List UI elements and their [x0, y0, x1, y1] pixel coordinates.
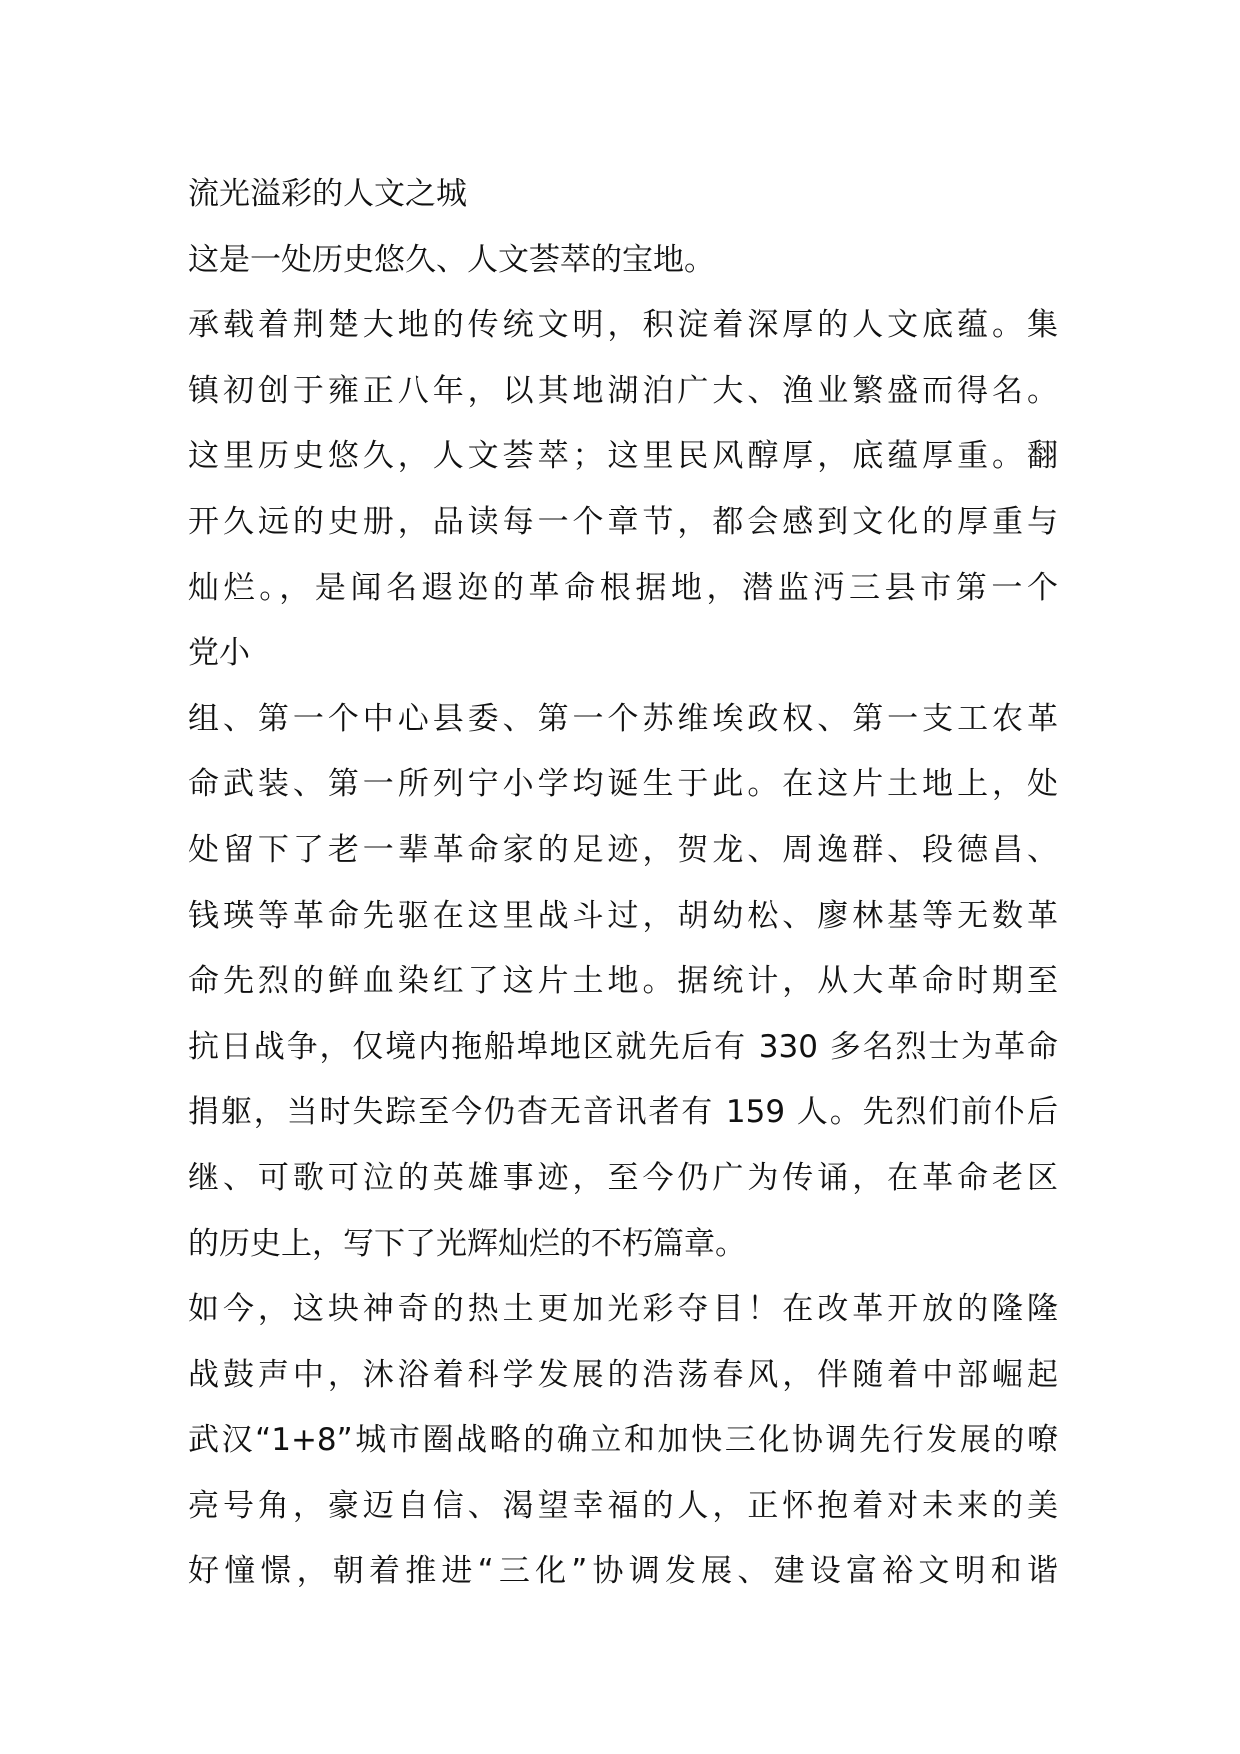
paragraph-line: 如今，这块神奇的热土更加光彩夺目！在改革开放的隆隆: [188, 1291, 1058, 1328]
paragraph-line: 的历史上，写下了光辉灿烂的不朽篇章。: [188, 1225, 746, 1262]
paragraph-line: 这是一处历史悠久、人文荟萃的宝地。: [188, 241, 715, 278]
paragraph-line: 这里历史悠久，人文荟萃；这里民风醇厚，底蕴厚重。翻: [188, 438, 1058, 475]
document-title: 流光溢彩的人文之城: [188, 176, 467, 212]
paragraph-line: 亮号角，豪迈自信、渴望幸福的人，正怀抱着对未来的美: [188, 1487, 1058, 1524]
paragraph-line: 开久远的史册，品读每一个章节，都会感到文化的厚重与: [188, 503, 1058, 540]
document-page: [188, 162, 1058, 1605]
paragraph-line: 灿烂。，是闻名遐迩的革命根据地，潜监沔三县市第一个: [188, 569, 1058, 606]
paragraph-line: 钱瑛等革命先驱在这里战斗过，胡幼松、廖林基等无数革: [188, 897, 1058, 934]
paragraph-line: 组、第一个中心县委、第一个苏维埃政权、第一支工农革: [188, 700, 1058, 737]
paragraph-line: 党小: [188, 635, 250, 672]
paragraph-line: 继、可歌可泣的英雄事迹，至今仍广为传诵，在革命老区: [188, 1159, 1058, 1196]
paragraph-line: 承载着荆楚大地的传统文明，积淀着深厚的人文底蕴。集: [188, 307, 1058, 344]
paragraph-line: 抗日战争，仅境内拖船埠地区就先后有 330 多名烈士为革命: [188, 1028, 1058, 1065]
paragraph-line: 武汉“1+8”城市圈战略的确立和加快三化协调先行发展的嘹: [188, 1422, 1058, 1459]
paragraph-line: 捐躯，当时失踪至今仍杳无音讯者有 159 人。先烈们前仆后: [188, 1094, 1058, 1131]
paragraph-line: 好憧憬，朝着推进“三化”协调发展、建设富裕文明和谐: [188, 1553, 1058, 1590]
paragraph-line: 战鼓声中，沐浴着科学发展的浩荡春风，伴随着中部崛起: [188, 1356, 1058, 1393]
paragraph-line: 处留下了老一辈革命家的足迹，贺龙、周逸群、段德昌、: [188, 831, 1058, 868]
paragraph-line: 镇初创于雍正八年，以其地湖泊广大、渔业繁盛而得名。: [188, 372, 1058, 409]
paragraph-line: 命先烈的鲜血染红了这片土地。据统计，从大革命时期至: [188, 963, 1058, 1000]
paragraph-line: 命武装、第一所列宁小学均诞生于此。在这片土地上，处: [188, 766, 1058, 803]
